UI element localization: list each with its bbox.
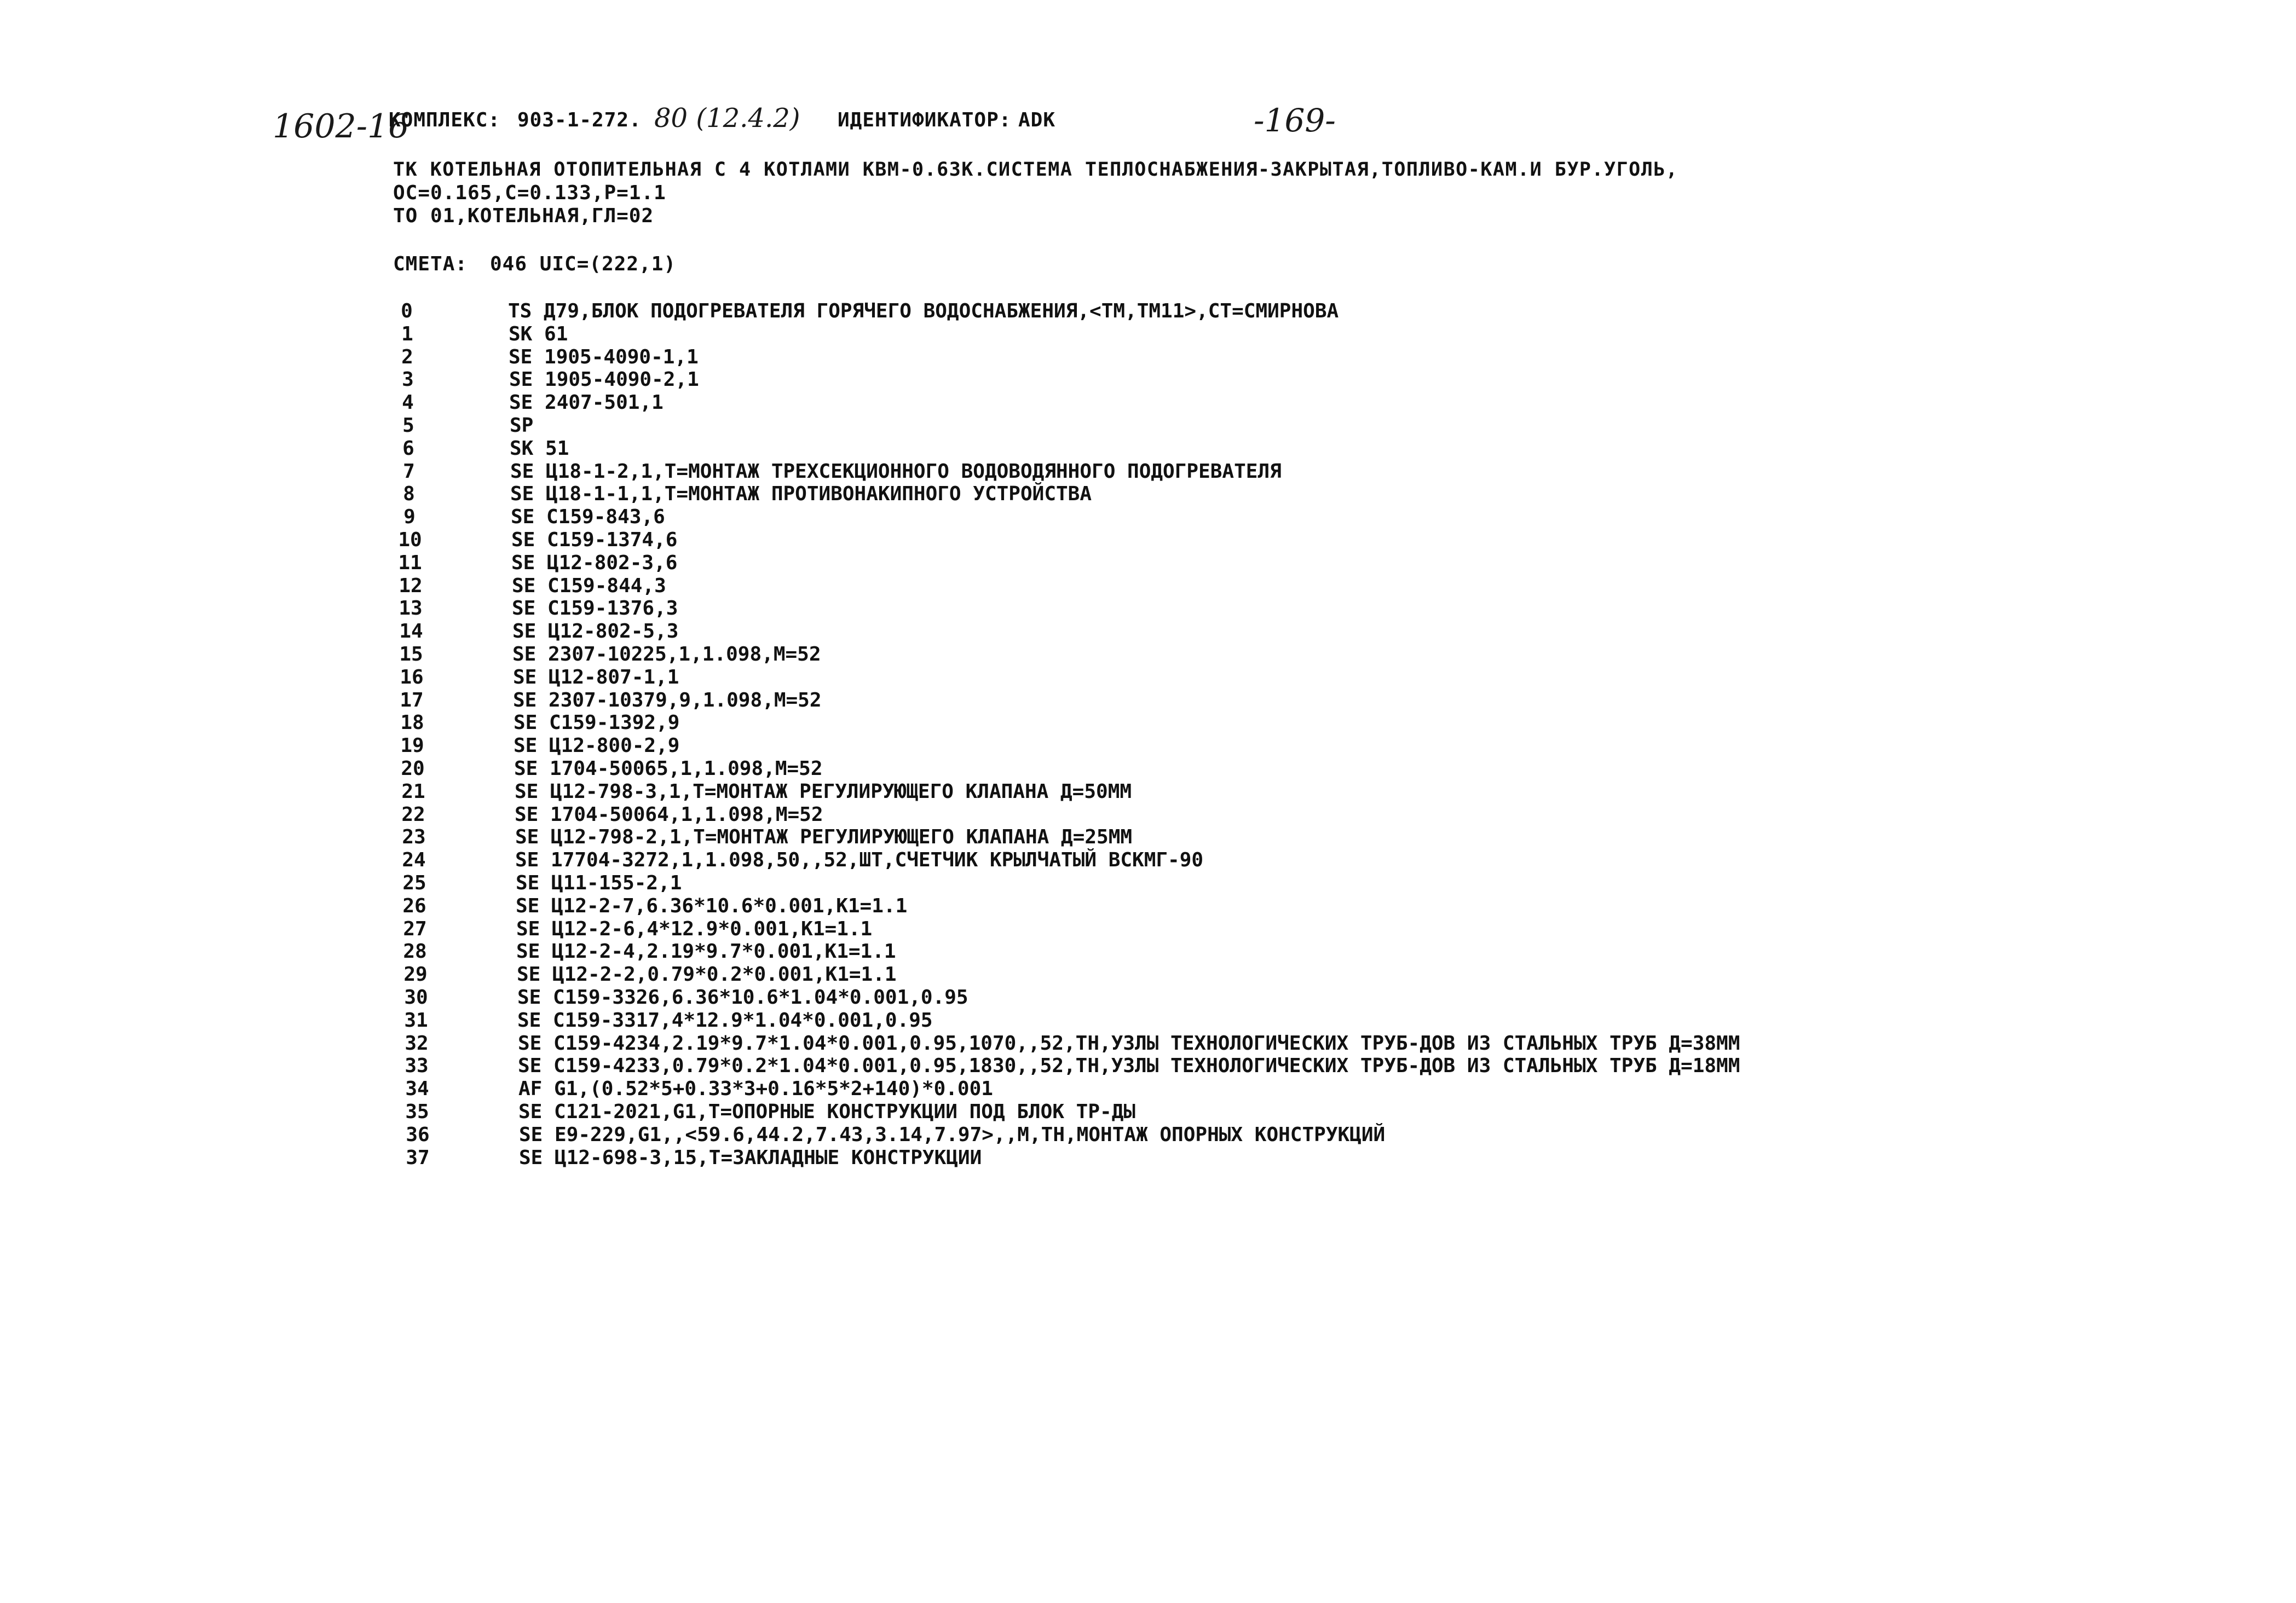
line-number: 11 (398, 552, 422, 574)
line-number: 19 (400, 734, 424, 757)
line-number: 17 (400, 689, 424, 711)
handwritten-document-code: 1602-16 (273, 107, 409, 146)
line-number: 5 (402, 414, 414, 437)
line-code: SE С159-4234,2.19*9.7*1.04*0.001,0.95,1070,,52,ТН,УЗЛЫ ТЕХНОЛОГИЧЕСКИХ ТРУБ-ДОВ ИЗ СТАЛЬНЫХ ТРУБ Д=38ММ (518, 1032, 1740, 1055)
line-code: SE Ц18-1-2,1,Т=МОНТАЖ ТРЕХСЕКЦИОННОГО ВОДОВОДЯННОГО ПОДОГРЕВАТЕЛЯ (510, 460, 1282, 483)
line-number: 8 (403, 483, 415, 505)
line-code: SE Ц12-698-3,15,Т=ЗАКЛАДНЫЕ КОНСТРУКЦИИ (519, 1147, 982, 1169)
line-number: 26 (402, 895, 426, 917)
line-code: SE Ц12-2-4,2.19*9.7*0.001,К1=1.1 (516, 940, 896, 963)
line-code: SE С159-3317,4*12.9*1.04*0.001,0.95 (517, 1009, 933, 1032)
line-number: 36 (406, 1124, 430, 1146)
identifier-value: ADK (1018, 109, 1056, 131)
line-code: SE Ц12-802-3,6 (511, 552, 678, 574)
complex-handwritten-suffix: 80 (12.4.2) (654, 103, 800, 134)
line-number: 9 (403, 506, 416, 528)
line-number: 31 (404, 1009, 428, 1032)
line-code: SE Ц11-155-2,1 (516, 872, 682, 894)
complex-value: 903-1-272. (517, 109, 642, 131)
line-number: 28 (403, 940, 427, 963)
line-number: 21 (401, 780, 425, 803)
page-number: -169- (1254, 102, 1336, 139)
line-code: SE Ц12-802-5,3 (512, 620, 679, 643)
line-code: SE С159-1374,6 (511, 529, 678, 551)
line-code: SE 1704-50064,1,1.098,М=52 (515, 803, 823, 826)
line-code: SE 1905-4090-2,1 (509, 368, 699, 391)
line-number: 2 (401, 346, 413, 368)
line-number: 7 (403, 460, 415, 483)
line-number: 24 (402, 849, 426, 871)
line-number: 16 (400, 666, 424, 688)
line-number: 25 (402, 872, 426, 894)
line-code: SE 2407-501,1 (509, 391, 664, 414)
line-code: SE Ц12-807-1,1 (513, 666, 679, 688)
line-code: SE С159-843,6 (511, 506, 665, 528)
line-number: 0 (401, 300, 413, 322)
line-code: SE С159-1392,9 (514, 711, 680, 734)
line-number: 32 (405, 1032, 429, 1055)
line-number: 15 (399, 643, 423, 665)
line-number: 23 (402, 826, 426, 848)
description-line-1: ТК КОТЕЛЬНАЯ ОТОПИТЕЛЬНАЯ С 4 КОТЛАМИ КВМ-0.63К.СИСТЕМА ТЕПЛОСНАБЖЕНИЯ-ЗАКРЫТАЯ,ТОПЛИВО-КАМ.И БУР.УГОЛЬ, (393, 159, 1678, 181)
line-number: 27 (403, 918, 427, 940)
line-code: SE С159-1376,3 (512, 597, 678, 620)
line-number: 12 (399, 575, 423, 597)
line-number: 33 (405, 1055, 429, 1077)
line-code: SE Ц12-800-2,9 (514, 734, 680, 757)
line-number: 1 (401, 323, 413, 345)
line-code: SE Ц12-798-2,1,Т=МОНТАЖ РЕГУЛИРУЮЩЕГО КЛАПАНА Д=25ММ (515, 826, 1133, 848)
line-code: SE 1704-50065,1,1.098,М=52 (514, 757, 823, 780)
line-number: 34 (405, 1078, 429, 1100)
identifier-label: ИДЕНТИФИКАТОР: (838, 109, 1012, 131)
line-code: SE С121-2021,G1,Т=ОПОРНЫЕ КОНСТРУКЦИИ ПОД БЛОК ТР-ДЫ (518, 1101, 1136, 1123)
line-number: 20 (401, 757, 425, 780)
line-code: SE Ц12-2-7,6.36*10.6*0.001,К1=1.1 (516, 895, 908, 917)
line-code: SP (510, 414, 534, 437)
line-code: SE С159-4233,0.79*0.2*1.04*0.001,0.95,1830,,52,ТН,УЗЛЫ ТЕХНОЛОГИЧЕСКИХ ТРУБ-ДОВ ИЗ СТАЛЬНЫХ ТРУБ Д=18ММ (518, 1055, 1740, 1077)
line-number: 29 (403, 963, 428, 986)
line-code: SE 2307-10225,1,1.098,М=52 (512, 643, 821, 665)
line-number: 14 (399, 620, 423, 643)
line-code: SE С159-844,3 (512, 575, 666, 597)
line-number: 4 (402, 391, 414, 414)
line-code: SE С159-3326,6.36*10.6*1.04*0.001,0.95 (517, 986, 968, 1009)
line-code: SE 17704-3272,1,1.098,50,,52,ШТ,СЧЕТЧИК КРЫЛЧАТЫЙ ВСКМГ-90 (515, 849, 1204, 871)
line-code: SE Е9-229,G1,,<59.6,44.2,7.43,3.14,7.97>,,М,ТН,МОНТАЖ ОПОРНЫХ КОНСТРУКЦИЙ (519, 1124, 1386, 1146)
line-number: 35 (405, 1101, 429, 1123)
line-number: 13 (399, 597, 423, 620)
complex-label: КОМПЛЕКС: (389, 109, 501, 131)
line-code: SE 1905-4090-1,1 (509, 346, 699, 368)
line-number: 3 (402, 368, 414, 391)
line-code: SK 61 (509, 323, 568, 345)
estimate-label: СМЕТА: (393, 253, 468, 275)
line-code: AF G1,(0.52*5+0.33*3+0.16*5*2+140)*0.001 (518, 1078, 993, 1100)
line-number: 30 (404, 986, 428, 1009)
estimate-value: 046 UIC=(222,1) (490, 253, 677, 275)
line-number: 37 (406, 1147, 430, 1169)
line-code: SK 51 (510, 437, 569, 460)
line-code: SE Ц18-1-1,1,Т=МОНТАЖ ПРОТИВОНАКИПНОГО УСТРОЙСТВА (510, 483, 1092, 505)
line-number: 6 (402, 437, 414, 460)
line-code: SE Ц12-2-6,4*12.9*0.001,К1=1.1 (516, 918, 873, 940)
line-number: 10 (398, 529, 422, 551)
line-number: 18 (400, 711, 424, 734)
description-line-2: ОС=0.165,С=0.133,Р=1.1 (393, 182, 666, 204)
line-code: SE Ц12-2-2,0.79*0.2*0.001,К1=1.1 (517, 963, 897, 986)
line-code: SE 2307-10379,9,1.098,М=52 (513, 689, 822, 711)
line-code: SE Ц12-798-3,1,Т=МОНТАЖ РЕГУЛИРУЮЩЕГО КЛАПАНА Д=50ММ (515, 780, 1132, 803)
description-line-3: ТО 01,КОТЕЛЬНАЯ,ГЛ=02 (393, 205, 654, 227)
line-code: TS Д79,БЛОК ПОДОГРЕВАТЕЛЯ ГОРЯЧЕГО ВОДОСНАБЖЕНИЯ,<ТМ,ТМ11>,СТ=СМИРНОВА (508, 300, 1339, 322)
line-number: 22 (401, 803, 425, 826)
